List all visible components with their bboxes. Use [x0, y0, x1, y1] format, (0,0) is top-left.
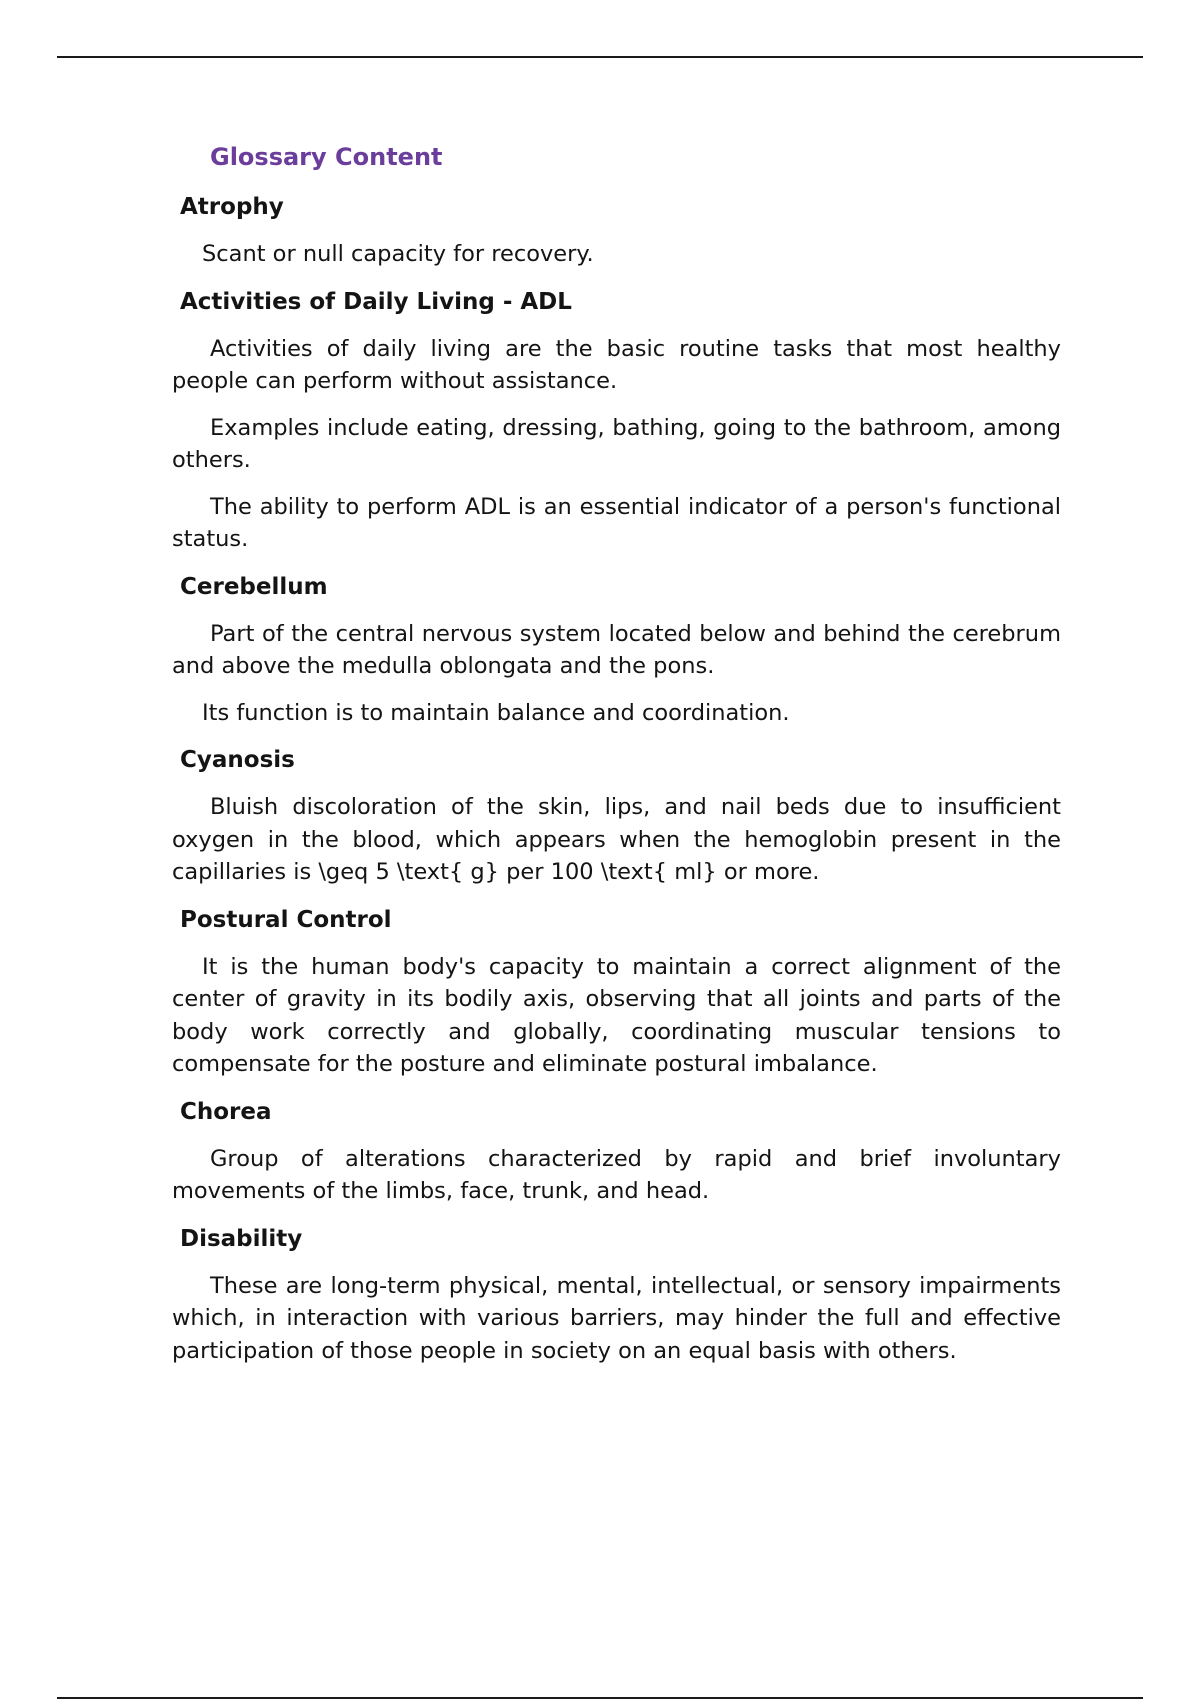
term-title: Activities of Daily Living - ADL — [180, 288, 572, 315]
term-definition: Group of alterations characterized by rapid and brief involuntary movements of the limbs, face, trunk, and head. — [172, 1145, 1061, 1204]
term-title: Cerebellum — [180, 573, 328, 600]
term-definition: Examples include eating, dressing, bathing, going to the bathroom, among others. — [172, 414, 1061, 473]
term-definition: It is the human body's capacity to maintain a correct alignment of the center of gravity in its bodily axis, observing that all joints and parts of the body work correctly and globally, coordinating muscular tensions to compensate for the posture and eliminate postural imbalance. — [172, 953, 1061, 1077]
term-definition: Activities of daily living are the basic routine tasks that most healthy people can perform without assistance. — [172, 335, 1061, 394]
term-title: Cyanosis — [180, 747, 295, 773]
glossary-term-atrophy — [172, 190, 1061, 271]
term-title: Atrophy — [180, 194, 284, 220]
footer-divider — [57, 1697, 1143, 1699]
glossary-term-cerebellum — [172, 570, 1061, 730]
glossary-term-disability — [172, 1222, 1061, 1368]
glossary-term-adl — [172, 285, 1061, 556]
glossary-term-cyanosis — [172, 743, 1061, 889]
term-title: Postural Control — [180, 906, 392, 933]
term-definition: Its function is to maintain balance and coordination. — [202, 699, 790, 726]
term-definition: Bluish discoloration of the skin, lips, and nail beds due to insufficient oxygen in the blood, which appears when the hemoglobin present in the capillaries is \geq 5 \text{ g} per 100 \text{ ml} or more. — [172, 794, 1061, 885]
page-title: Glossary Content — [210, 143, 443, 171]
glossary-term-chorea — [172, 1095, 1061, 1208]
glossary-term-postural-control — [172, 903, 1061, 1081]
term-title: Chorea — [180, 1098, 272, 1125]
term-definition: Part of the central nervous system located below and behind the cerebrum and above the medulla oblongata and the pons. — [172, 620, 1061, 679]
glossary-content — [172, 140, 1061, 1381]
header-divider — [57, 56, 1143, 58]
term-definition: The ability to perform ADL is an essential indicator of a person's functional status. — [172, 493, 1061, 552]
term-definition: These are long-term physical, mental, intellectual, or sensory impairments which, in interaction with various barriers, may hinder the full and effective participation of those people in society on an equal basis with others. — [172, 1272, 1061, 1364]
term-definition: Scant or null capacity for recovery. — [202, 241, 594, 267]
term-title: Disability — [180, 1225, 303, 1252]
